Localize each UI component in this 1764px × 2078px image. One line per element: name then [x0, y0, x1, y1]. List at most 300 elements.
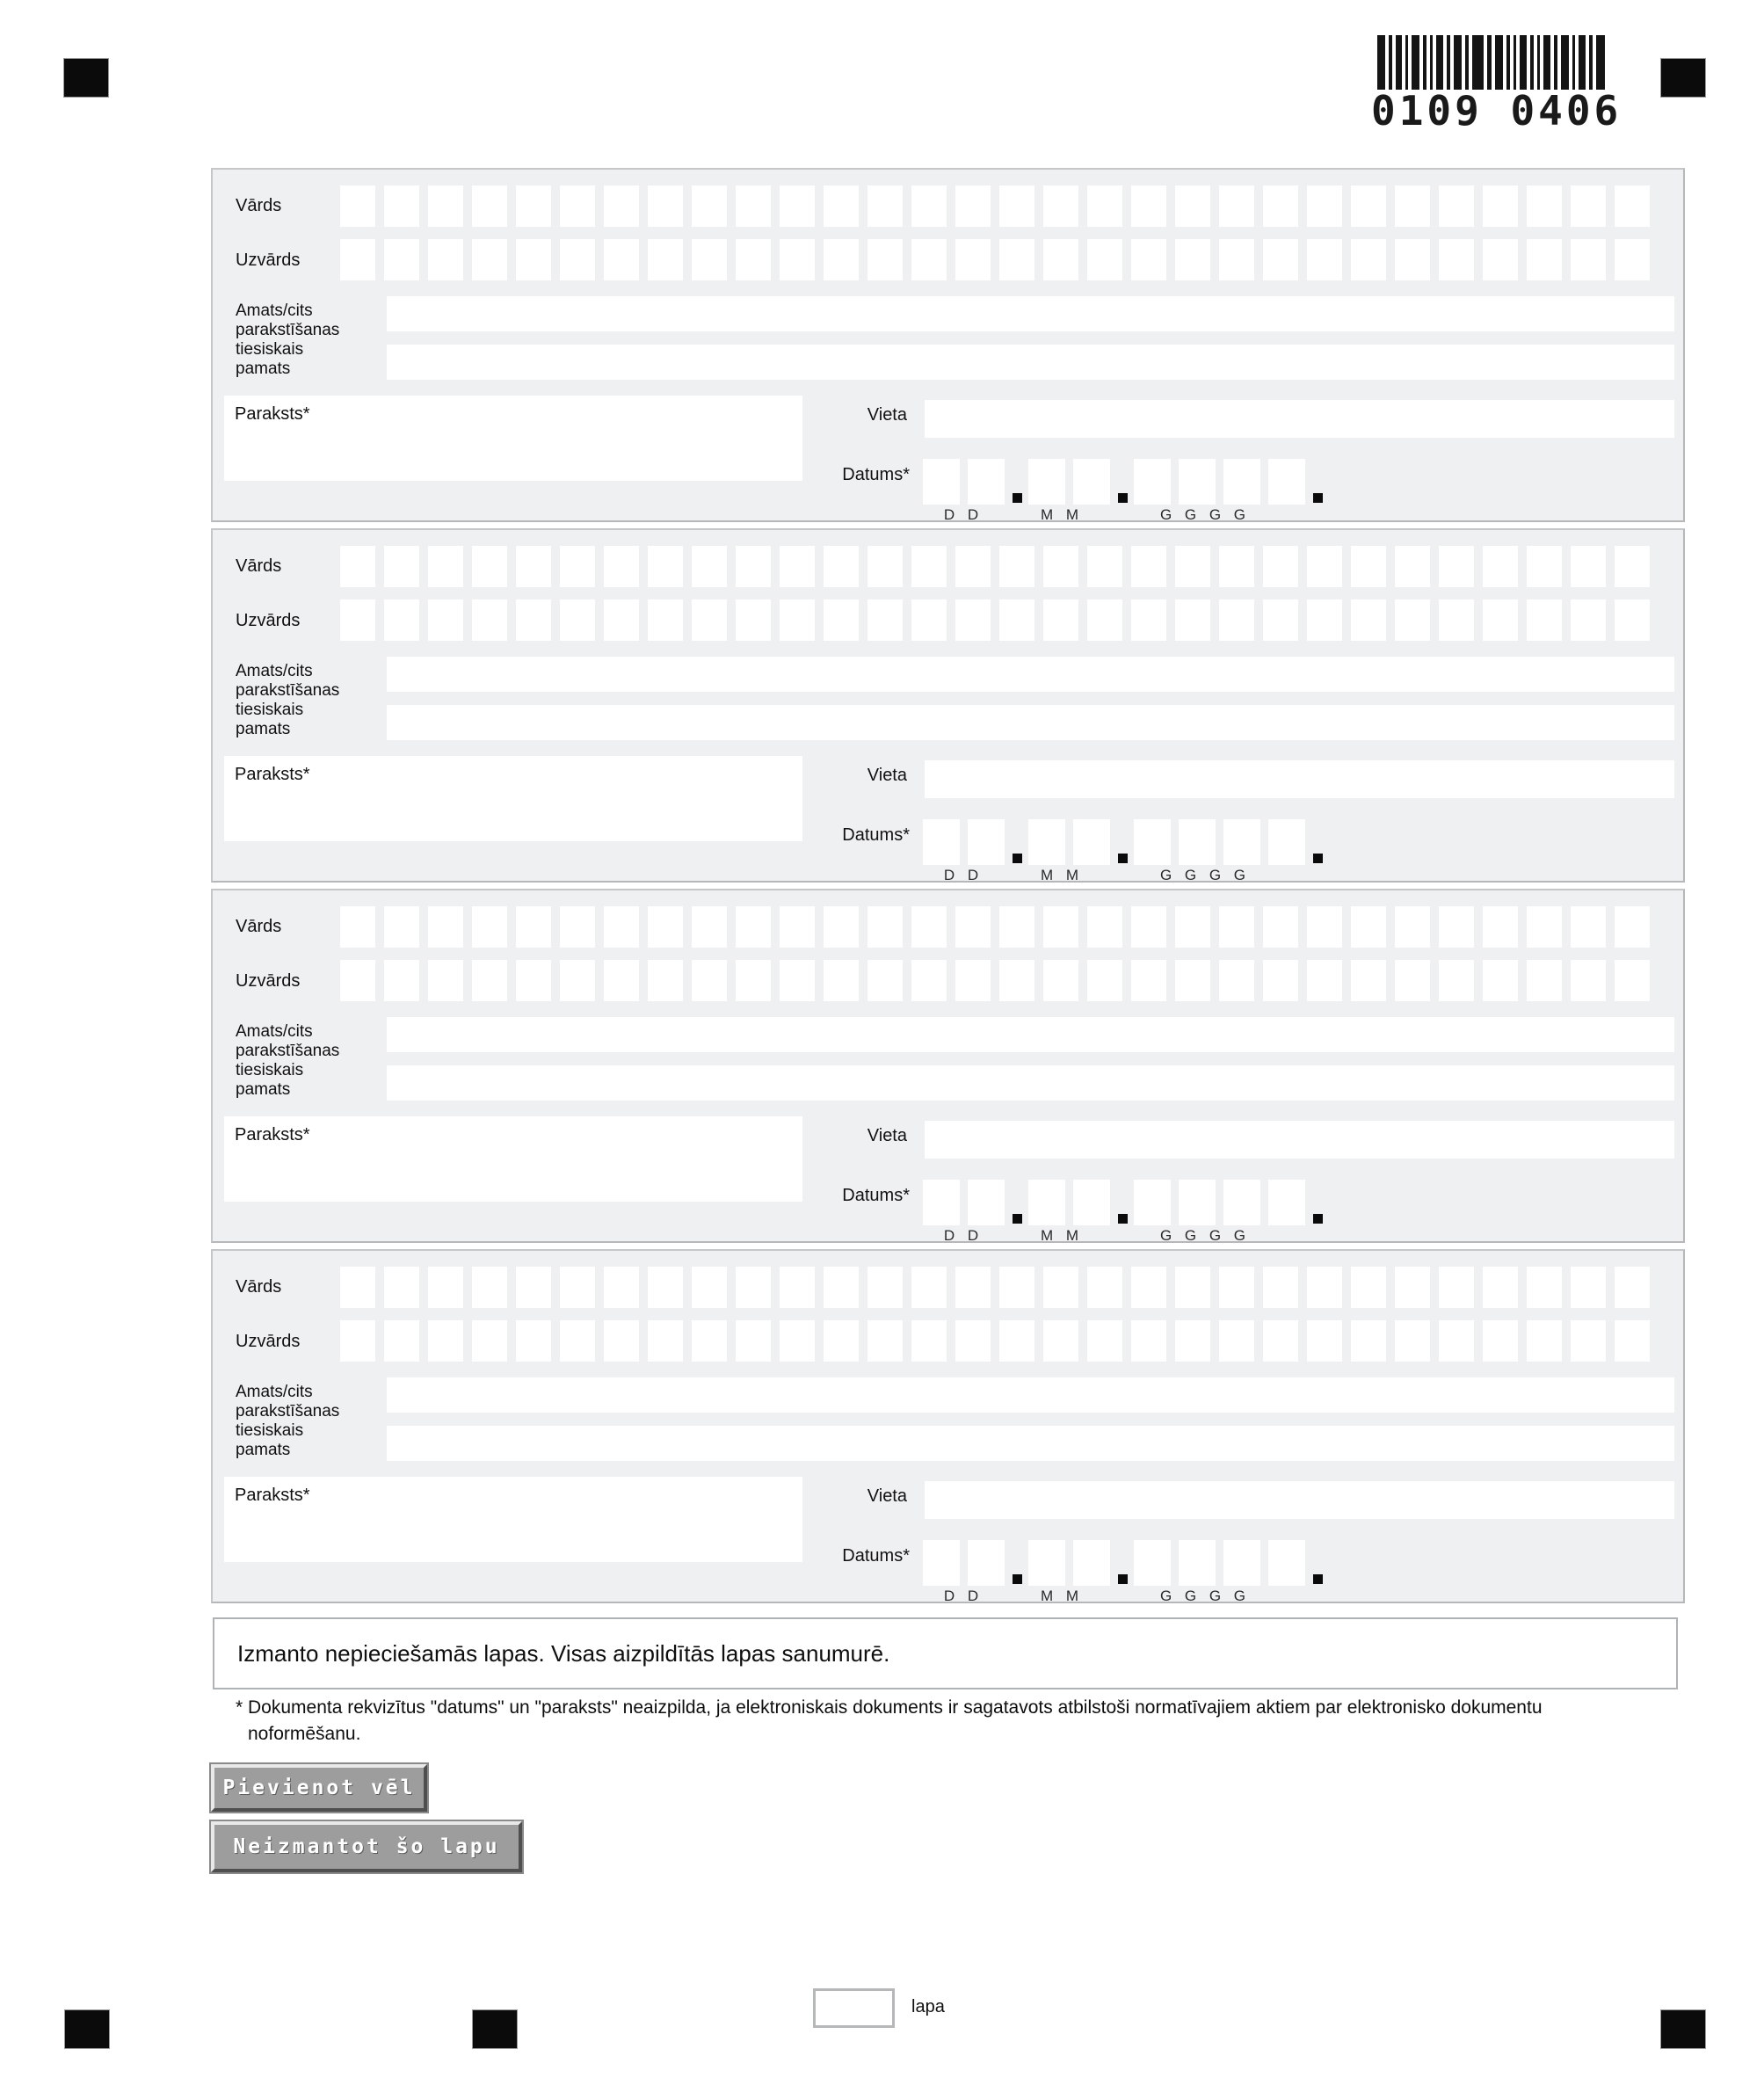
char-cell[interactable]: [1043, 1267, 1078, 1308]
char-cell[interactable]: [1263, 546, 1298, 587]
date-cell[interactable]: [1028, 1180, 1065, 1225]
char-cell[interactable]: [692, 1320, 727, 1362]
date-cell[interactable]: [1223, 1540, 1260, 1586]
char-cell[interactable]: [560, 1320, 595, 1362]
char-cell[interactable]: [1307, 599, 1342, 641]
char-cell[interactable]: [1043, 546, 1078, 587]
char-cell[interactable]: [648, 185, 683, 227]
amats-field-line1[interactable]: [387, 296, 1674, 331]
date-cell[interactable]: [1179, 1540, 1216, 1586]
char-cell[interactable]: [384, 185, 419, 227]
char-cell[interactable]: [1263, 1267, 1298, 1308]
char-cell[interactable]: [648, 1267, 683, 1308]
char-cell[interactable]: [1307, 546, 1342, 587]
paraksts-signature-field[interactable]: [224, 1477, 802, 1562]
char-cell[interactable]: [560, 599, 595, 641]
char-cell[interactable]: [692, 185, 727, 227]
char-cell[interactable]: [472, 185, 507, 227]
char-cell[interactable]: [1087, 599, 1122, 641]
char-cell[interactable]: [428, 599, 463, 641]
date-cell[interactable]: [1179, 819, 1216, 865]
char-cell[interactable]: [472, 599, 507, 641]
char-cell[interactable]: [867, 239, 903, 280]
char-cell[interactable]: [1571, 960, 1606, 1001]
char-cell[interactable]: [428, 546, 463, 587]
char-cell[interactable]: [1263, 185, 1298, 227]
char-cell[interactable]: [1307, 185, 1342, 227]
date-cell[interactable]: [1134, 1540, 1171, 1586]
char-cell[interactable]: [1175, 185, 1210, 227]
char-cell[interactable]: [1219, 185, 1254, 227]
char-cell[interactable]: [1131, 906, 1166, 948]
char-cell[interactable]: [955, 1320, 991, 1362]
char-cell[interactable]: [1615, 239, 1650, 280]
char-cell[interactable]: [1175, 906, 1210, 948]
char-cell[interactable]: [911, 960, 947, 1001]
paraksts-signature-field[interactable]: [224, 1116, 802, 1202]
char-cell[interactable]: [340, 1320, 375, 1362]
char-cell[interactable]: [1483, 546, 1518, 587]
char-cell[interactable]: [780, 185, 815, 227]
char-cell[interactable]: [1351, 239, 1386, 280]
char-cell[interactable]: [1263, 239, 1298, 280]
char-cell[interactable]: [1439, 185, 1474, 227]
char-cell[interactable]: [1395, 546, 1430, 587]
char-cell[interactable]: [1219, 960, 1254, 1001]
char-cell[interactable]: [1615, 906, 1650, 948]
char-cell[interactable]: [340, 960, 375, 1001]
amats-field-line2[interactable]: [387, 1426, 1674, 1461]
char-cell[interactable]: [911, 546, 947, 587]
char-cell[interactable]: [1087, 1320, 1122, 1362]
date-cell[interactable]: [968, 819, 1005, 865]
char-cell[interactable]: [1351, 960, 1386, 1001]
char-cell[interactable]: [516, 546, 551, 587]
char-cell[interactable]: [1527, 185, 1562, 227]
char-cell[interactable]: [516, 906, 551, 948]
char-cell[interactable]: [867, 1320, 903, 1362]
date-cell[interactable]: [1223, 459, 1260, 505]
char-cell[interactable]: [1087, 239, 1122, 280]
add-more-button[interactable]: Pievienot vēl: [211, 1764, 427, 1812]
date-cell[interactable]: [1134, 1180, 1171, 1225]
char-cell[interactable]: [516, 960, 551, 1001]
char-cell[interactable]: [999, 906, 1034, 948]
char-cell[interactable]: [1527, 239, 1562, 280]
char-cell[interactable]: [1615, 1320, 1650, 1362]
char-cell[interactable]: [1571, 1320, 1606, 1362]
date-cell[interactable]: [923, 1540, 960, 1586]
char-cell[interactable]: [604, 599, 639, 641]
char-cell[interactable]: [648, 906, 683, 948]
date-cell[interactable]: [923, 459, 960, 505]
char-cell[interactable]: [1175, 1320, 1210, 1362]
char-cell[interactable]: [1219, 1320, 1254, 1362]
char-cell[interactable]: [692, 1267, 727, 1308]
uzvards-label: Uzvārds: [236, 971, 301, 991]
char-cell[interactable]: [472, 546, 507, 587]
char-cell[interactable]: [692, 906, 727, 948]
char-cell[interactable]: [1175, 960, 1210, 1001]
char-cell[interactable]: [999, 546, 1034, 587]
char-cell[interactable]: [736, 1267, 771, 1308]
char-cell[interactable]: [1043, 906, 1078, 948]
char-cell[interactable]: [824, 960, 859, 1001]
char-cell[interactable]: [472, 1267, 507, 1308]
char-cell[interactable]: [604, 239, 639, 280]
char-cell[interactable]: [736, 599, 771, 641]
char-cell[interactable]: [516, 239, 551, 280]
date-cell[interactable]: [1028, 459, 1065, 505]
char-cell[interactable]: [1615, 960, 1650, 1001]
date-cell[interactable]: [1134, 459, 1171, 505]
char-cell[interactable]: [911, 599, 947, 641]
char-cell[interactable]: [560, 546, 595, 587]
date-cell[interactable]: [1268, 1180, 1305, 1225]
amats-field-line1[interactable]: [387, 657, 1674, 692]
char-cell[interactable]: [1131, 185, 1166, 227]
char-cell[interactable]: [384, 1267, 419, 1308]
char-cell[interactable]: [1439, 546, 1474, 587]
date-cell[interactable]: [1134, 819, 1171, 865]
char-cell[interactable]: [516, 185, 551, 227]
char-cell[interactable]: [384, 599, 419, 641]
char-cell[interactable]: [1439, 906, 1474, 948]
char-cell[interactable]: [1351, 185, 1386, 227]
char-cell[interactable]: [1439, 1267, 1474, 1308]
char-cell[interactable]: [340, 185, 375, 227]
char-cell[interactable]: [1527, 1267, 1562, 1308]
char-cell[interactable]: [1043, 599, 1078, 641]
char-cell[interactable]: [999, 599, 1034, 641]
amats-field-line2[interactable]: [387, 1065, 1674, 1101]
char-cell[interactable]: [340, 599, 375, 641]
date-cell[interactable]: [1268, 459, 1305, 505]
char-cell[interactable]: [867, 906, 903, 948]
char-cell[interactable]: [428, 185, 463, 227]
date-cell[interactable]: [1268, 819, 1305, 865]
char-cell[interactable]: [1483, 960, 1518, 1001]
char-cell[interactable]: [1131, 1267, 1166, 1308]
char-cell[interactable]: [1175, 1267, 1210, 1308]
paraksts-signature-field[interactable]: [224, 756, 802, 841]
char-cell[interactable]: [1483, 906, 1518, 948]
date-cell[interactable]: [1028, 819, 1065, 865]
char-cell[interactable]: [604, 1320, 639, 1362]
registration-mark-bottom-left: [65, 2010, 109, 2048]
vieta-field[interactable]: [925, 400, 1674, 438]
char-cell[interactable]: [560, 185, 595, 227]
char-cell[interactable]: [999, 185, 1034, 227]
char-cell[interactable]: [1439, 599, 1474, 641]
char-cell[interactable]: [1615, 1267, 1650, 1308]
char-cell[interactable]: [824, 546, 859, 587]
vieta-field[interactable]: [925, 1121, 1674, 1159]
amats-field-line1[interactable]: [387, 1017, 1674, 1052]
char-cell[interactable]: [1527, 960, 1562, 1001]
char-cell[interactable]: [1483, 599, 1518, 641]
char-cell[interactable]: [1615, 546, 1650, 587]
char-cell[interactable]: [1571, 239, 1606, 280]
char-cell[interactable]: [780, 1267, 815, 1308]
char-cell[interactable]: [736, 239, 771, 280]
char-cell[interactable]: [1395, 239, 1430, 280]
char-cell[interactable]: [1043, 185, 1078, 227]
char-cell[interactable]: [780, 599, 815, 641]
char-cell[interactable]: [428, 906, 463, 948]
vieta-label: Vieta: [867, 1126, 907, 1145]
vieta-field[interactable]: [925, 760, 1674, 798]
char-cell[interactable]: [648, 1320, 683, 1362]
char-cell[interactable]: [648, 960, 683, 1001]
char-cell[interactable]: [384, 960, 419, 1001]
date-cell[interactable]: [923, 1180, 960, 1225]
char-cell[interactable]: [780, 906, 815, 948]
char-cell[interactable]: [1439, 1320, 1474, 1362]
date-cell[interactable]: [923, 819, 960, 865]
date-cell[interactable]: [968, 1180, 1005, 1225]
char-cell[interactable]: [955, 546, 991, 587]
char-cell[interactable]: [472, 960, 507, 1001]
char-cell[interactable]: [1571, 185, 1606, 227]
char-cell[interactable]: [604, 960, 639, 1001]
char-cell[interactable]: [780, 1320, 815, 1362]
char-cell[interactable]: [1571, 906, 1606, 948]
char-cell[interactable]: [736, 906, 771, 948]
char-cell[interactable]: [1395, 960, 1430, 1001]
char-cell[interactable]: [911, 239, 947, 280]
char-cell[interactable]: [999, 960, 1034, 1001]
char-cell[interactable]: [692, 546, 727, 587]
char-cell[interactable]: [1395, 599, 1430, 641]
char-cell[interactable]: [824, 1267, 859, 1308]
char-cell[interactable]: [867, 1267, 903, 1308]
char-cell[interactable]: [1615, 599, 1650, 641]
char-cell[interactable]: [472, 1320, 507, 1362]
vieta-field[interactable]: [925, 1481, 1674, 1519]
char-cell[interactable]: [1263, 1320, 1298, 1362]
char-cell[interactable]: [955, 239, 991, 280]
char-cell[interactable]: [1351, 1267, 1386, 1308]
date-cell[interactable]: [1073, 819, 1110, 865]
datums-date-row: [923, 819, 1329, 865]
char-cell[interactable]: [428, 239, 463, 280]
char-cell[interactable]: [1219, 1267, 1254, 1308]
char-cell[interactable]: [1615, 185, 1650, 227]
char-cell[interactable]: [692, 599, 727, 641]
page-number-input[interactable]: [813, 1988, 895, 2028]
date-cell[interactable]: [968, 1540, 1005, 1586]
char-cell[interactable]: [1307, 1320, 1342, 1362]
char-cell[interactable]: [384, 239, 419, 280]
char-cell[interactable]: [867, 185, 903, 227]
char-cell[interactable]: [1527, 906, 1562, 948]
char-cell[interactable]: [1307, 906, 1342, 948]
char-cell[interactable]: [1351, 1320, 1386, 1362]
char-cell[interactable]: [560, 906, 595, 948]
char-cell[interactable]: [340, 1267, 375, 1308]
char-cell[interactable]: [340, 239, 375, 280]
char-cell[interactable]: [1527, 546, 1562, 587]
date-cell[interactable]: [1073, 1540, 1110, 1586]
char-cell[interactable]: [1307, 239, 1342, 280]
char-cell[interactable]: [867, 599, 903, 641]
char-cell[interactable]: [1087, 906, 1122, 948]
date-cell[interactable]: [1223, 819, 1260, 865]
char-cell[interactable]: [1527, 599, 1562, 641]
char-cell[interactable]: [1175, 239, 1210, 280]
date-cell[interactable]: [1073, 459, 1110, 505]
char-cell[interactable]: [824, 1320, 859, 1362]
char-cell[interactable]: [824, 906, 859, 948]
amats-field-line2[interactable]: [387, 705, 1674, 740]
char-cell[interactable]: [1395, 1267, 1430, 1308]
date-cell[interactable]: [1179, 459, 1216, 505]
char-cell[interactable]: [1087, 185, 1122, 227]
char-cell[interactable]: [648, 239, 683, 280]
char-cell[interactable]: [1439, 239, 1474, 280]
char-cell[interactable]: [1351, 546, 1386, 587]
char-cell[interactable]: [911, 185, 947, 227]
char-cell[interactable]: [1483, 185, 1518, 227]
char-cell[interactable]: [648, 599, 683, 641]
char-cell[interactable]: [736, 1320, 771, 1362]
char-cell[interactable]: [824, 239, 859, 280]
char-cell[interactable]: [1307, 960, 1342, 1001]
char-cell[interactable]: [911, 906, 947, 948]
char-cell[interactable]: [1439, 960, 1474, 1001]
char-cell[interactable]: [384, 546, 419, 587]
char-cell[interactable]: [736, 960, 771, 1001]
char-cell[interactable]: [1483, 239, 1518, 280]
char-cell[interactable]: [1175, 599, 1210, 641]
char-cell[interactable]: [340, 906, 375, 948]
char-cell[interactable]: [516, 599, 551, 641]
char-cell[interactable]: [736, 185, 771, 227]
char-cell[interactable]: [1571, 1267, 1606, 1308]
char-cell[interactable]: [604, 1267, 639, 1308]
char-cell[interactable]: [1571, 599, 1606, 641]
date-cell[interactable]: [1073, 1180, 1110, 1225]
char-cell[interactable]: [1219, 599, 1254, 641]
char-cell[interactable]: [1527, 1320, 1562, 1362]
char-cell[interactable]: [384, 1320, 419, 1362]
char-cell[interactable]: [560, 960, 595, 1001]
amats-label-line: parakstīšanas: [236, 681, 340, 700]
char-cell[interactable]: [911, 1267, 947, 1308]
char-cell[interactable]: [516, 1267, 551, 1308]
char-cell[interactable]: [780, 960, 815, 1001]
char-cell[interactable]: [1131, 599, 1166, 641]
char-cell[interactable]: [867, 960, 903, 1001]
char-cell[interactable]: [1263, 960, 1298, 1001]
char-cell[interactable]: [780, 239, 815, 280]
char-cell[interactable]: [1395, 185, 1430, 227]
month-format-label: M M: [1040, 1227, 1084, 1244]
char-cell[interactable]: [384, 906, 419, 948]
date-cell[interactable]: [1028, 1540, 1065, 1586]
char-cell[interactable]: [428, 960, 463, 1001]
char-cell[interactable]: [955, 599, 991, 641]
char-cell[interactable]: [1219, 239, 1254, 280]
char-cell[interactable]: [999, 239, 1034, 280]
char-cell[interactable]: [1395, 1320, 1430, 1362]
char-cell[interactable]: [1131, 960, 1166, 1001]
char-cell[interactable]: [736, 546, 771, 587]
char-cell[interactable]: [955, 1267, 991, 1308]
char-cell[interactable]: [604, 906, 639, 948]
char-cell[interactable]: [999, 1320, 1034, 1362]
char-cell[interactable]: [780, 546, 815, 587]
char-cell[interactable]: [1043, 1320, 1078, 1362]
char-cell[interactable]: [1043, 960, 1078, 1001]
char-cell[interactable]: [692, 960, 727, 1001]
char-cell[interactable]: [1131, 239, 1166, 280]
char-cell[interactable]: [955, 185, 991, 227]
paraksts-signature-field[interactable]: [224, 396, 802, 481]
char-cell[interactable]: [428, 1320, 463, 1362]
date-cell[interactable]: [1268, 1540, 1305, 1586]
char-cell[interactable]: [1087, 1267, 1122, 1308]
char-cell[interactable]: [999, 1267, 1034, 1308]
char-cell[interactable]: [1087, 546, 1122, 587]
char-cell[interactable]: [1263, 906, 1298, 948]
skip-page-button[interactable]: Neizmantot šo lapu: [211, 1821, 522, 1872]
char-cell[interactable]: [1351, 599, 1386, 641]
char-cell[interactable]: [1175, 546, 1210, 587]
char-cell[interactable]: [1219, 906, 1254, 948]
year-format-label: G G G G: [1159, 506, 1251, 523]
char-cell[interactable]: [1043, 239, 1078, 280]
char-cell[interactable]: [1263, 599, 1298, 641]
char-cell[interactable]: [824, 185, 859, 227]
char-cell[interactable]: [1219, 546, 1254, 587]
char-cell[interactable]: [1307, 1267, 1342, 1308]
date-cell[interactable]: [1179, 1180, 1216, 1225]
amats-field-line1[interactable]: [387, 1377, 1674, 1413]
char-cell[interactable]: [1571, 546, 1606, 587]
year-format-label: G G G G: [1159, 1588, 1251, 1604]
char-cell[interactable]: [340, 546, 375, 587]
char-cell[interactable]: [472, 906, 507, 948]
char-cell[interactable]: [911, 1320, 947, 1362]
char-cell[interactable]: [955, 960, 991, 1001]
datums-label: Datums*: [842, 465, 910, 484]
char-cell[interactable]: [692, 239, 727, 280]
char-cell[interactable]: [1395, 906, 1430, 948]
char-cell[interactable]: [955, 906, 991, 948]
char-cell[interactable]: [1483, 1267, 1518, 1308]
char-cell[interactable]: [428, 1267, 463, 1308]
char-cell[interactable]: [867, 546, 903, 587]
char-cell[interactable]: [472, 239, 507, 280]
char-cell[interactable]: [516, 1320, 551, 1362]
char-cell[interactable]: [648, 546, 683, 587]
char-cell[interactable]: [824, 599, 859, 641]
char-cell[interactable]: [560, 1267, 595, 1308]
char-cell[interactable]: [1131, 546, 1166, 587]
char-cell[interactable]: [1087, 960, 1122, 1001]
char-cell[interactable]: [560, 239, 595, 280]
char-cell[interactable]: [604, 185, 639, 227]
char-cell[interactable]: [1483, 1320, 1518, 1362]
date-cell[interactable]: [1223, 1180, 1260, 1225]
char-cell[interactable]: [1131, 1320, 1166, 1362]
date-cell[interactable]: [968, 459, 1005, 505]
amats-field-line2[interactable]: [387, 345, 1674, 380]
char-cell[interactable]: [1351, 906, 1386, 948]
char-cell[interactable]: [604, 546, 639, 587]
